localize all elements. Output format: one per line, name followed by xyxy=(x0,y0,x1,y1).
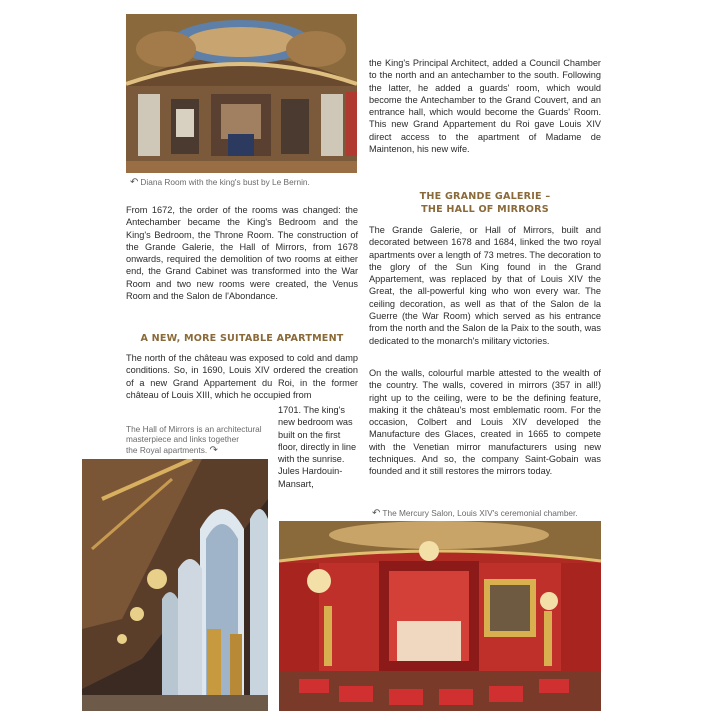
mercury-caption-text: The Mercury Salon, Louis XIV's ceremonial chamber. xyxy=(382,508,578,518)
mercury-salon-photo xyxy=(279,521,601,711)
hall-of-mirrors-caption xyxy=(126,424,274,456)
diana-room-caption xyxy=(130,177,360,188)
left-column-para2 xyxy=(126,352,358,401)
left-para2-cont-text: 1701. The king's new bedroom was built on the first floor, directly in line with the sunrise. Jules Hardouin-Mansart, xyxy=(278,405,357,489)
diana-caption-text: Diana Room with the king's bust by Le Bernin. xyxy=(140,177,310,187)
caption-arrow-icon: ↶ xyxy=(372,508,381,519)
right-column-para3 xyxy=(369,367,601,478)
caption-arrow-icon: ↷ xyxy=(209,444,218,456)
right-para3-text: On the walls, colourful marble attested to the wealth of the country. The walls, covered in mirrors (357 in all!) right up to the ceiling, were to be the defining feature, making it the château's most emblematic room. For the occasion, Colbert and Louis XIV developed the Manufacture des Glaces, created in 1665 to compete with the Venetian mirror manufacturers using new techniques. And so, the company Saint-Gobain was founded and it still restores the mirrors today. xyxy=(369,368,601,477)
mercury-salon-caption xyxy=(372,508,612,519)
diana-room-photo xyxy=(126,14,357,173)
left-column-heading xyxy=(126,332,358,345)
left-para1-text: From 1672, the order of the rooms was changed: the Antechamber became the King's Bedroom and the King's Bedroom, the Throne Room. The construction of the Grande Galerie, the Hall of Mirrors, from 1678 onwards, required the demolition of two rooms at either end, the Grand Cabinet was transformed into the War Room and two new rooms were created, the Venus Room and the Salon de l'Abondance. xyxy=(126,205,358,302)
left-para2-text: The north of the château was exposed to cold and damp conditions. So, in 1690, Louis XIV ordered the creation of a new Grand Appartement du Roi, in the former château of Louis XIII, which he occupied from xyxy=(126,353,358,400)
right-heading-line2: THE HALL OF MIRRORS xyxy=(421,204,549,215)
right-column-heading xyxy=(369,190,601,216)
left-column-para2-continued xyxy=(278,404,358,490)
right-para1-text: the King's Principal Architect, added a Council Chamber to the north and an antechamber to the south. Following the latter, he added a guards' room, which would become the Antechamber to the Grand Couvert, and an entrance hall, which would become the Guards' Room. This new Grand Appartement du Roi gave Louis XIV direct access to the apartment of Madame de Maintenon, his new wife. xyxy=(369,58,601,155)
right-para2-text: The Grande Galerie, or Hall of Mirrors, built and decorated between 1678 and 1684, linked the two royal apartments over a length of 73 metres. The decoration to the glory of the Sun King found in the Grand Appartement, was replaced by that of Louis XIV the Great, the all-powerful king who won every war. The ceiling decoration, as well as that of the Salon de la Guerre (the War Room) which served as his entrance from the north and the Salon de la Paix to the south, was dedicated to the monarch's military victories. xyxy=(369,225,601,346)
hall-of-mirrors-photo xyxy=(82,459,268,711)
right-heading-line1: THE GRANDE GALERIE – xyxy=(419,191,551,202)
hall-caption-line1: The Hall of Mirrors is an architectural xyxy=(126,424,262,434)
left-heading-text: A NEW, MORE SUITABLE APARTMENT xyxy=(140,333,344,344)
left-column-para1 xyxy=(126,204,358,302)
hall-caption-line3: the Royal apartments. xyxy=(126,444,208,455)
hall-caption-line2: masterpiece and links together xyxy=(126,434,239,445)
right-column-para1 xyxy=(369,57,601,155)
right-column-para2 xyxy=(369,224,601,347)
caption-arrow-icon: ↶ xyxy=(130,177,139,188)
